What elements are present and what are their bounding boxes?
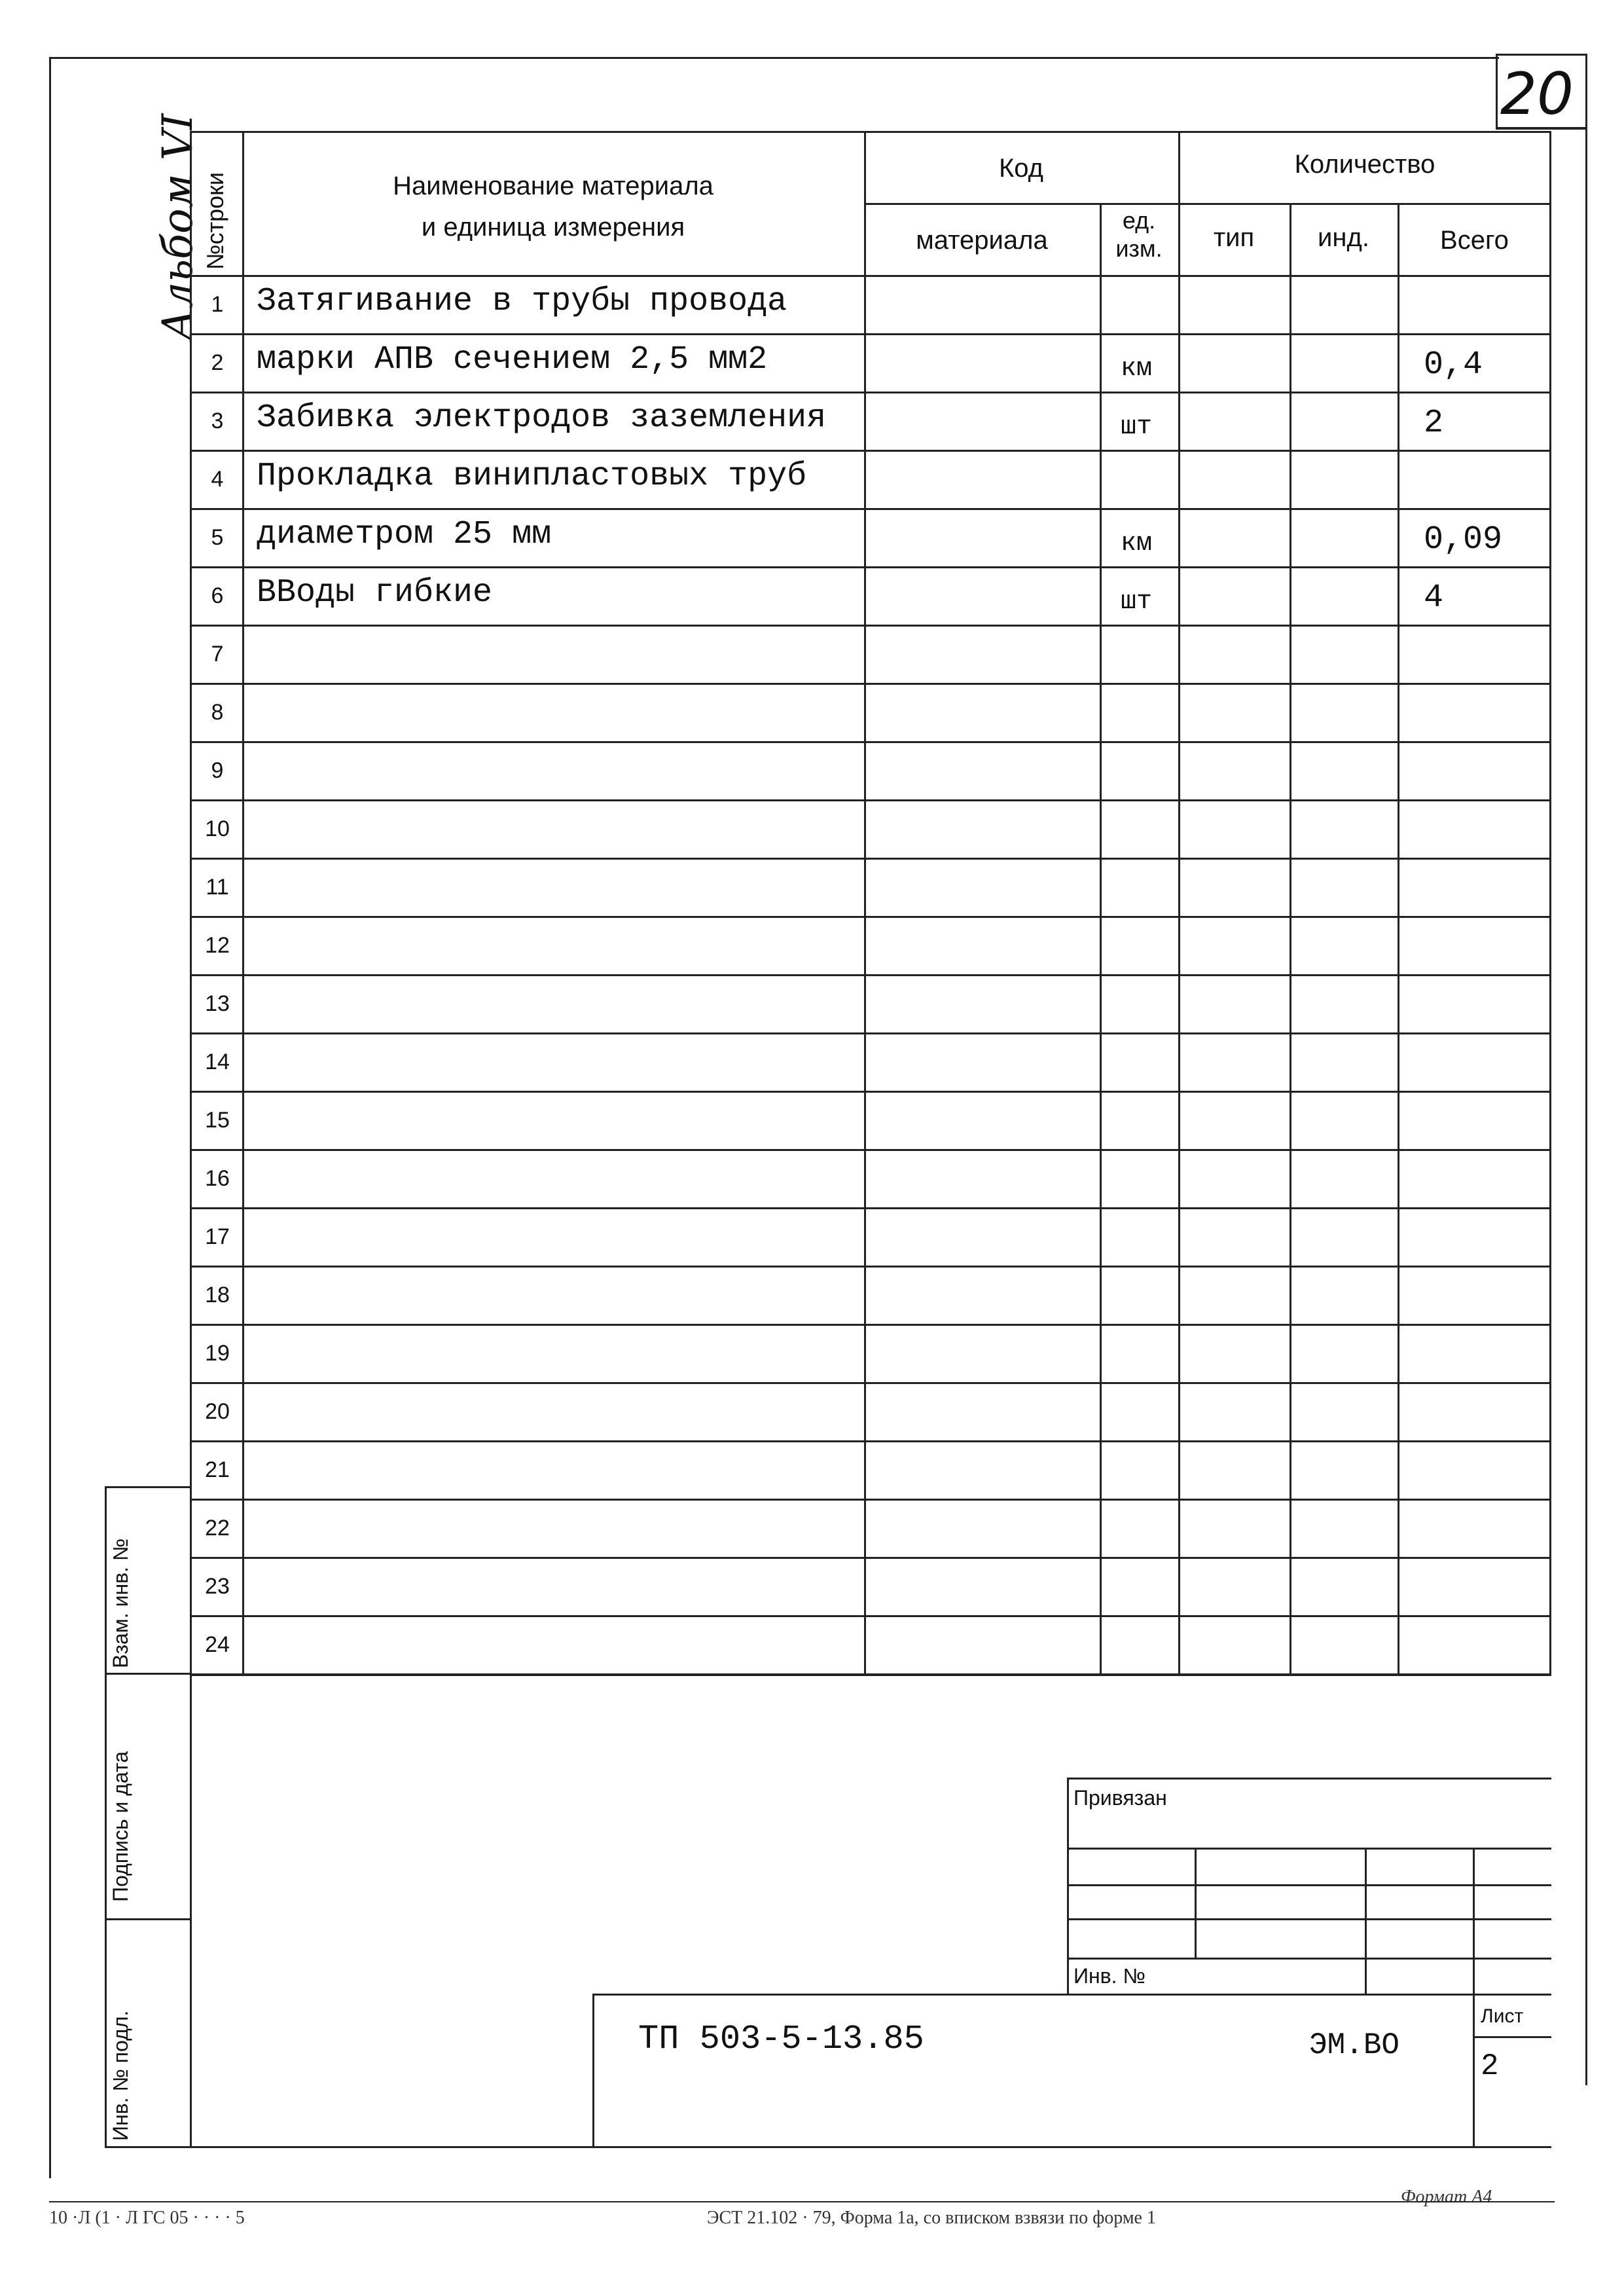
header-sub-line	[864, 203, 1551, 205]
table-row-line	[190, 1557, 1551, 1559]
footer-line	[49, 2201, 1555, 2202]
row-number: 11	[206, 875, 229, 900]
row-number: 1	[211, 292, 224, 317]
table-row-line	[190, 1615, 1551, 1617]
row-total: 2	[1424, 405, 1444, 442]
row-number: 8	[211, 700, 224, 725]
table-row-line	[190, 1382, 1551, 1384]
tb-doc-code: ТП 503-5-13.85	[638, 2020, 924, 2058]
frame-top-line	[49, 57, 1499, 59]
row-number: 19	[205, 1341, 230, 1366]
tb-line-a	[1067, 1848, 1551, 1850]
table-row-line	[190, 1032, 1551, 1034]
table-row-line	[190, 1091, 1551, 1093]
stamp-bottom-line	[105, 2146, 1551, 2148]
tb-col-1	[1195, 1848, 1197, 1958]
col-line-ind	[1398, 203, 1399, 1676]
tb-top	[1067, 1778, 1551, 1779]
stamp-line-1	[105, 1486, 190, 1488]
table-row-line	[190, 1673, 1551, 1675]
table-row-line	[190, 1440, 1551, 1442]
tb-section: ЭМ.ВО	[1309, 2028, 1400, 2062]
tb-sheet-label: Лист	[1481, 2005, 1524, 2027]
table-row-line	[190, 450, 1551, 452]
row-number: 13	[205, 991, 230, 1016]
table-row-line	[190, 858, 1551, 860]
header-q-total: Всего	[1440, 226, 1509, 255]
row-number: 4	[211, 467, 224, 492]
tb-main-top	[592, 1994, 1551, 1996]
table-row-line	[190, 566, 1551, 568]
stamp-inner-line	[190, 1673, 192, 2147]
table-row-line	[190, 333, 1551, 335]
row-number: 6	[211, 583, 224, 608]
table-row-line	[190, 741, 1551, 743]
table-row-line	[190, 799, 1551, 801]
row-number: 12	[205, 933, 230, 958]
row-unit: км	[1121, 529, 1153, 558]
stamp-podpis-data: Подпись и дата	[109, 1751, 132, 1902]
tb-line-d	[1067, 1958, 1551, 1960]
row-number: 22	[205, 1516, 230, 1541]
tb-inv-no: Инв. №	[1074, 1964, 1146, 1988]
tb-sheet-no: 2	[1481, 2049, 1499, 2083]
header-quantity: Количество	[1294, 150, 1435, 179]
col-line-name	[864, 131, 866, 1676]
col-line-material	[1100, 203, 1102, 1676]
row-number: 3	[211, 409, 224, 433]
row-number: 14	[205, 1049, 230, 1074]
header-name-line2: и единица измерения	[421, 213, 685, 242]
header-q-type: тип	[1213, 223, 1255, 252]
row-number: 20	[205, 1399, 230, 1424]
header-code-unit: ед. изм.	[1115, 207, 1163, 263]
tb-col-2	[1365, 1848, 1367, 1994]
row-total: 0,09	[1424, 521, 1503, 558]
row-number: 5	[211, 525, 224, 550]
header-bottom-line	[190, 275, 1551, 277]
row-number: 23	[205, 1574, 230, 1599]
row-name: ВВоды гибкие	[257, 574, 493, 611]
row-name: Забивка электродов заземления	[257, 399, 827, 437]
header-row-number: №строки	[202, 172, 228, 270]
header-q-ind: инд.	[1318, 223, 1369, 252]
row-name: Прокладка винипластовых труб	[257, 458, 807, 495]
stamp-line-2	[105, 1673, 190, 1675]
stamp-line-3	[105, 1918, 190, 1920]
table-row-line	[190, 625, 1551, 627]
footer-format: Формат А4	[1401, 2187, 1492, 2207]
tb-line-c	[1067, 1918, 1551, 1920]
row-number: 18	[205, 1283, 230, 1307]
table-row-line	[190, 508, 1551, 510]
frame-top-line-right	[1496, 128, 1587, 130]
row-total: 0,4	[1424, 346, 1483, 384]
row-number: 15	[205, 1108, 230, 1133]
row-unit: км	[1121, 354, 1153, 384]
row-number: 21	[205, 1457, 230, 1482]
table-row-line	[190, 974, 1551, 976]
row-name: марки АПВ сечением 2,5 мм2	[257, 341, 768, 378]
header-code: Код	[998, 154, 1043, 183]
row-number: 9	[211, 758, 224, 783]
frame-right-line	[1585, 128, 1587, 2085]
col-line-type	[1290, 203, 1291, 1676]
table-row-line	[190, 683, 1551, 685]
row-unit: шт	[1121, 587, 1153, 617]
tb-line-b	[1067, 1884, 1551, 1886]
tb-privyazan: Привязан	[1074, 1786, 1167, 1810]
col-line-rowno	[242, 131, 244, 1676]
row-unit: шт	[1121, 412, 1153, 442]
stamp-vzam-inv: Взам. инв. №	[109, 1538, 132, 1668]
row-total: 4	[1424, 579, 1444, 617]
table-row-line	[190, 916, 1551, 918]
row-number: 7	[211, 642, 224, 666]
table-row-line	[190, 1499, 1551, 1501]
row-name: Затягивание в трубы провода	[257, 283, 787, 320]
tb-sheet-line	[1473, 2036, 1551, 2038]
tb-main-left	[592, 1994, 594, 2147]
footer-right-note: ЭСТ 21.102 · 79, Форма 1а, со вписком взвязи по форме 1	[707, 2208, 1156, 2228]
row-number: 10	[205, 816, 230, 841]
row-number: 17	[205, 1224, 230, 1249]
row-number: 16	[205, 1166, 230, 1191]
row-number: 24	[205, 1632, 230, 1657]
table-row-line	[190, 392, 1551, 393]
row-number: 2	[211, 350, 224, 375]
table-row-line	[190, 1266, 1551, 1268]
stamp-inv-podl: Инв. № подл.	[109, 2010, 132, 2141]
album-label: Альбом VI	[154, 113, 202, 340]
row-name: диаметром 25 мм	[257, 516, 552, 553]
tb-col-3	[1473, 1848, 1475, 2146]
page-number: 20	[1500, 60, 1574, 128]
table-row-line	[190, 1207, 1551, 1209]
col-line-unit	[1178, 131, 1180, 1676]
stamp-col-line	[105, 1486, 107, 2147]
frame-left-line	[49, 57, 51, 2178]
table-row-line	[190, 1324, 1551, 1326]
footer-left-note: 10 ·Л (1 · Л ГС 05 · · · · 5	[49, 2208, 245, 2228]
header-name-line1: Наименование материала	[393, 172, 713, 200]
header-code-material: материала	[916, 226, 1048, 255]
table-row-line	[190, 1149, 1551, 1151]
